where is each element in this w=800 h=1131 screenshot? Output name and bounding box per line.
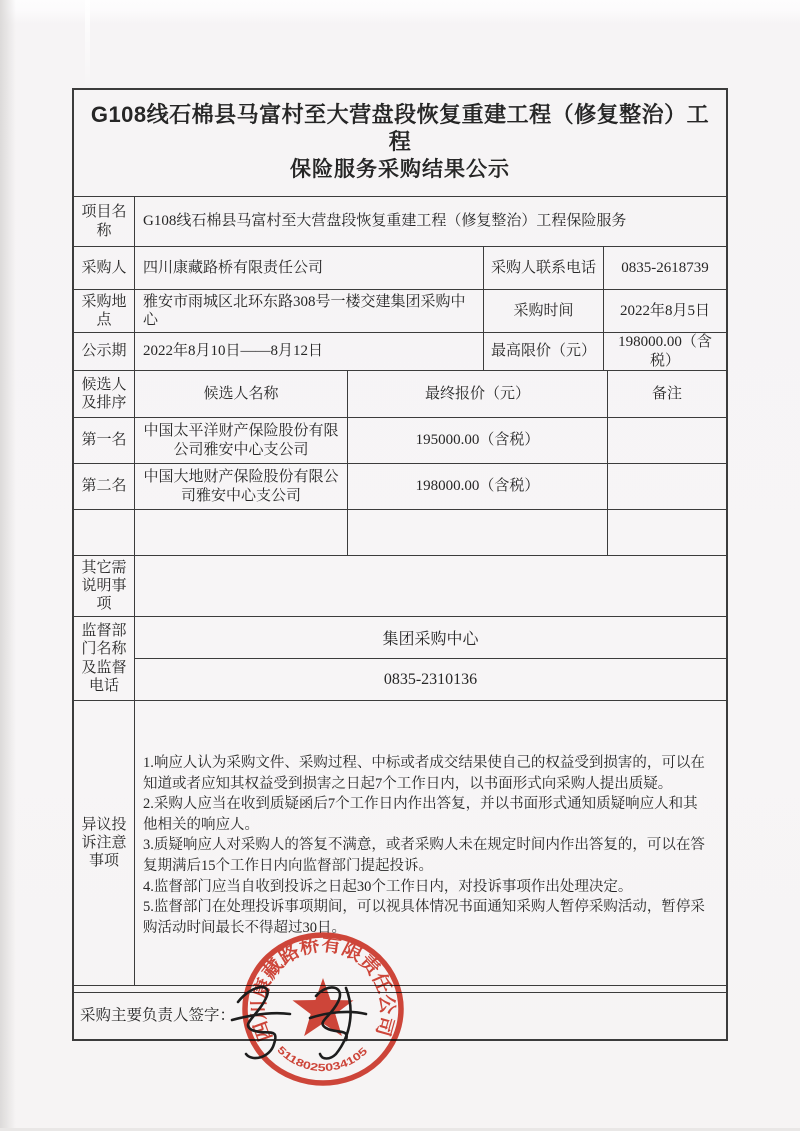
row-candidates-header [74, 371, 726, 418]
signature-stroke-1 [238, 987, 275, 1058]
purchase-time-value: 2022年8月5日 [619, 302, 710, 319]
signature-stroke-5 [320, 988, 351, 1059]
objection-item-2: 2.采购人应当在收到质疑函后7个工作日内作出答复，并以书面形式通知质疑响应人和其他相关的响应人。 [143, 796, 698, 833]
supervisor-label: 监督部门名称及监督电话 [74, 617, 135, 700]
candidate-1-price: 195000.00（含税） [348, 418, 608, 463]
candidate-2-price: 198000.00（含税） [348, 464, 608, 509]
candidate-3-remark [608, 510, 726, 555]
signature-stroke-2 [232, 1013, 290, 1020]
objection-item-3: 3.质疑响应人对采购人的答复不满意，或者采购人未在规定时间内作出答复的，可以在答复期满后15个工作日内向监督部门提起投诉。 [143, 837, 705, 874]
announcement-form [72, 88, 728, 1041]
candidate-3-rank [74, 510, 135, 555]
objection-item-5: 5.监督部门在处理投诉事项期间，可以视具体情况书面通知采购人暂停采购活动，暂停采购活动时间最长不得超过30日。 [143, 899, 705, 936]
row-publicity-period [74, 333, 726, 371]
candidate-1-remark [608, 418, 726, 463]
row-other-notes [74, 556, 726, 617]
signature-label: 采购主要负责人签字： [80, 1006, 236, 1024]
title-line-3: 保险服务采购结果公示 [290, 158, 510, 181]
objection-text [135, 701, 726, 985]
purchaser-value: 四川康藏路桥有限责任公司 [135, 247, 484, 289]
candidate-2-name: 中国大地财产保险股份有限公司雅安中心支公司 [135, 464, 348, 509]
seal-number-text: 5118025034105 [274, 1044, 369, 1075]
candidate-row-1 [74, 418, 726, 464]
seal-company-text: 四川康藏路桥有限责任公司 [247, 933, 399, 1045]
paper-crease [85, 0, 90, 90]
signature-stroke-4 [310, 1012, 366, 1018]
max-price-value: 198000.00（含税） [618, 334, 712, 369]
document-title [74, 90, 726, 197]
other-notes-value [135, 556, 726, 616]
supervisor-values [135, 617, 726, 700]
candidates-price-header: 最终报价（元） [348, 371, 608, 417]
purchaser-label: 采购人 [74, 247, 135, 289]
candidate-row-empty [74, 510, 726, 556]
row-purchaser [74, 247, 726, 290]
objection-label: 异议投诉注意事项 [74, 701, 135, 985]
row-location [74, 290, 726, 333]
title-line-1: G108线石棉县马富村至大营盘段恢复重建工程（修复整治）工 [90, 102, 710, 127]
candidate-1-rank: 第一名 [74, 418, 135, 463]
candidate-row-2 [74, 464, 726, 510]
purchaser-tel-value: 0835-2618739 [621, 259, 709, 276]
candidate-2-remark [608, 464, 726, 509]
purchaser-tel-label: 采购人联系电话 [484, 247, 604, 289]
candidates-remark-header: 备注 [651, 385, 682, 402]
objection-item-4: 4.监督部门应当自收到投诉之日起30个工作日内，对投诉事项作出处理决定。 [143, 878, 633, 895]
handwritten-signature [224, 968, 419, 1068]
publicity-label: 公示期 [74, 333, 135, 370]
publicity-value: 2022年8月10日——8月12日 [135, 333, 484, 370]
page-left-shadow [0, 0, 16, 1131]
candidate-3-name [135, 510, 348, 555]
candidate-1-name: 中国太平洋财产保险股份有限公司雅安中心支公司 [135, 418, 348, 463]
location-label: 采购地点 [74, 290, 135, 332]
candidate-3-price [348, 510, 608, 555]
project-name-value: G108线石棉县马富村至大营盘段恢复重建工程（修复整治）工程保险服务 [143, 213, 627, 230]
purchase-time-label: 采购时间 [484, 290, 604, 332]
supervisor-name: 集团采购中心 [135, 617, 726, 659]
max-price-label: 最高限价（元） [484, 333, 604, 370]
project-name-label: 项目名称 [74, 197, 135, 246]
row-supervisor [74, 617, 726, 701]
candidates-rank-header: 候选人及排序 [74, 371, 135, 417]
other-notes-label: 其它需说明事项 [74, 556, 135, 616]
supervisor-tel: 0835-2310136 [383, 670, 478, 688]
title-line-2: 程 [388, 129, 412, 154]
location-value: 雅安市雨城区北环东路308号一楼交建集团采购中心 [135, 290, 484, 332]
candidate-2-rank: 第二名 [74, 464, 135, 509]
row-project-name [74, 197, 726, 247]
candidates-name-header: 候选人名称 [135, 371, 348, 417]
objection-item-1: 1.响应人认为采购文件、采购过程、中标或者成交结果使自己的权益受到损害的，可以在知道或者应知其权益受到损害之日起7个工作日内，以书面形式向采购人提出质疑。 [143, 755, 705, 792]
